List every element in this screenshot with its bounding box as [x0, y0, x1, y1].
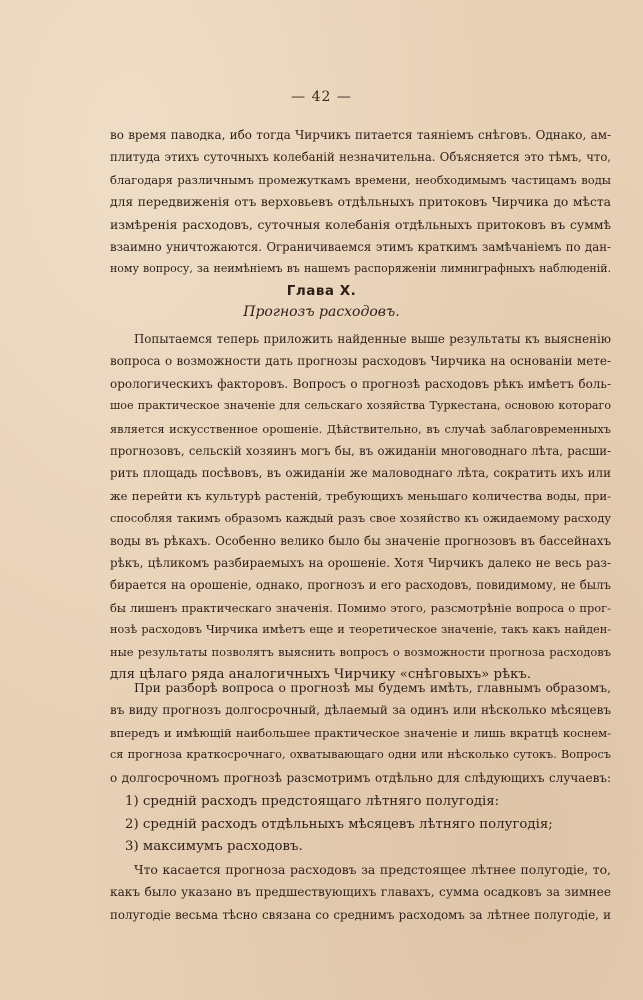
- text-line: для передвиженія отъ верховьевъ отдѣльныхъ притоковъ Чирчика до мѣста: [110, 195, 611, 210]
- text-line: орологическихъ факторовъ. Вопросъ о прогнозѣ расходовъ рѣкъ имѣетъ боль-: [110, 376, 611, 391]
- list-item: 3) максимумъ расходовъ.: [125, 839, 303, 855]
- text-line: о долгосрочномъ прогнозѣ разсмотримъ отдѣльно для слѣдующихъ случаевъ:: [110, 770, 611, 785]
- list-item: 1) средній расходъ предстоящаго лѣтняго полугодія:: [125, 794, 500, 809]
- text-line: шое практическое значеніе для сельскаго хозяйства Туркестана, основою котораго: [110, 399, 611, 413]
- paragraph-final: [110, 859, 611, 926]
- text-line: нозѣ расходовъ Чирчика имѣетъ еще и теоретическое значеніе, такъ какъ найден-: [110, 623, 611, 637]
- text-line: рить площадь посѣвовъ, въ ожиданіи же маловоднаго лѣта, сократить ихъ или: [110, 466, 611, 481]
- text-line: бирается на орошеніе, однако, прогнозъ и его расходовъ, повидимому, не былъ: [110, 578, 611, 593]
- text-line: рѣкъ, цѣликомъ разбираемыхъ на орошеніе. Хотя Чирчикъ далеко не весь раз-: [110, 555, 611, 570]
- text-line: Попытаемся теперь приложить найденные выше результаты къ выясненію: [134, 332, 611, 346]
- page-number: — 42 —: [291, 89, 352, 105]
- text-line: какъ было указано въ предшествующихъ главахъ, сумма осадковъ за зимнее: [110, 885, 611, 900]
- text-line: благодаря различнымъ промежуткамъ времени, необходимымъ частицамъ воды: [110, 172, 611, 187]
- text-line: во время паводка, ибо тогда Чирчикъ питается таяніемъ снѣговъ. Однако, ам-: [110, 128, 611, 142]
- text-line: прогнозовъ, сельскій хозяинъ могъ бы, въ ожиданіи многоводнаго лѣта, расши-: [110, 443, 611, 458]
- text-line: же перейти къ культурѣ растеній, требующихъ меньшаго количества воды, при-: [110, 488, 611, 503]
- text-line: взаимно уничтожаются. Ограничиваемся этимъ краткимъ замѣчаніемъ по дан-: [110, 239, 611, 254]
- text-line: бы лишенъ практическаго значенія. Помимо этого, разсмотрѣніе вопроса о прог-: [110, 600, 611, 615]
- chapter-subtitle: Прогнозъ расходовъ.: [243, 304, 400, 320]
- paragraph-top: [110, 124, 611, 281]
- text-line: воды въ рѣкахъ. Особенно велико было бы значеніе прогнозовъ въ бассейнахъ: [110, 533, 611, 548]
- text-line: Что касается прогноза расходовъ за предстоящее лѣтнее полугодіе, то,: [134, 862, 611, 877]
- text-line: вопроса о возможности дать прогнозы расходовъ Чирчика на основаніи мете-: [110, 354, 611, 369]
- text-line: При разборѣ вопроса о прогнозѣ мы будемъ имѣть, главнымъ образомъ,: [134, 681, 611, 695]
- text-line: ному вопросу, за неимѣніемъ въ нашемъ распоряженіи лимниграфныхъ наблюденій.: [110, 262, 611, 276]
- text-line: способляя такимъ образомъ каждый разъ свое хозяйство къ ожидаемому расходу: [110, 511, 611, 526]
- text-line: для цѣлаго ряда аналогичныхъ Чирчику «снѣговыхъ» рѣкъ.: [110, 666, 532, 682]
- text-line: впередъ и имѣющій наибольшее практическое значеніе и лишь вкратцѣ коснем-: [110, 725, 611, 740]
- paragraph-second: [110, 677, 611, 789]
- text-line: ные результаты позволятъ выяснить вопросъ о возможности прогноза расходовъ: [110, 645, 611, 660]
- chapter-title: Глава X.: [286, 283, 357, 299]
- text-line: полугодіе весьма тѣсно связана со среднимъ расходомъ за лѣтнее полугодіе, и: [110, 907, 611, 922]
- text-line: ся прогноза краткосрочнаго, охватывающаго одни или нѣсколько сутокъ. Вопросъ: [110, 748, 611, 762]
- text-line: въ виду прогнозъ долгосрочный, дѣлаемый за одинъ или нѣсколько мѣсяцевъ: [110, 703, 611, 718]
- list-item: 2) средній расходъ отдѣльныхъ мѣсяцевъ лѣтняго полугодія;: [125, 816, 553, 832]
- text-line: плитуда этихъ суточныхъ колебаній незначительна. Объясняется это тѣмъ, что,: [110, 150, 611, 165]
- case-list: [125, 791, 585, 859]
- text-line: является искусственное орошеніе. Дѣйствительно, въ случаѣ заблаговременныхъ: [110, 421, 611, 436]
- text-line: измѣренія расходовъ, суточныя колебанія отдѣльныхъ притоковъ въ суммѣ: [110, 216, 611, 232]
- paragraph-main: [110, 328, 611, 686]
